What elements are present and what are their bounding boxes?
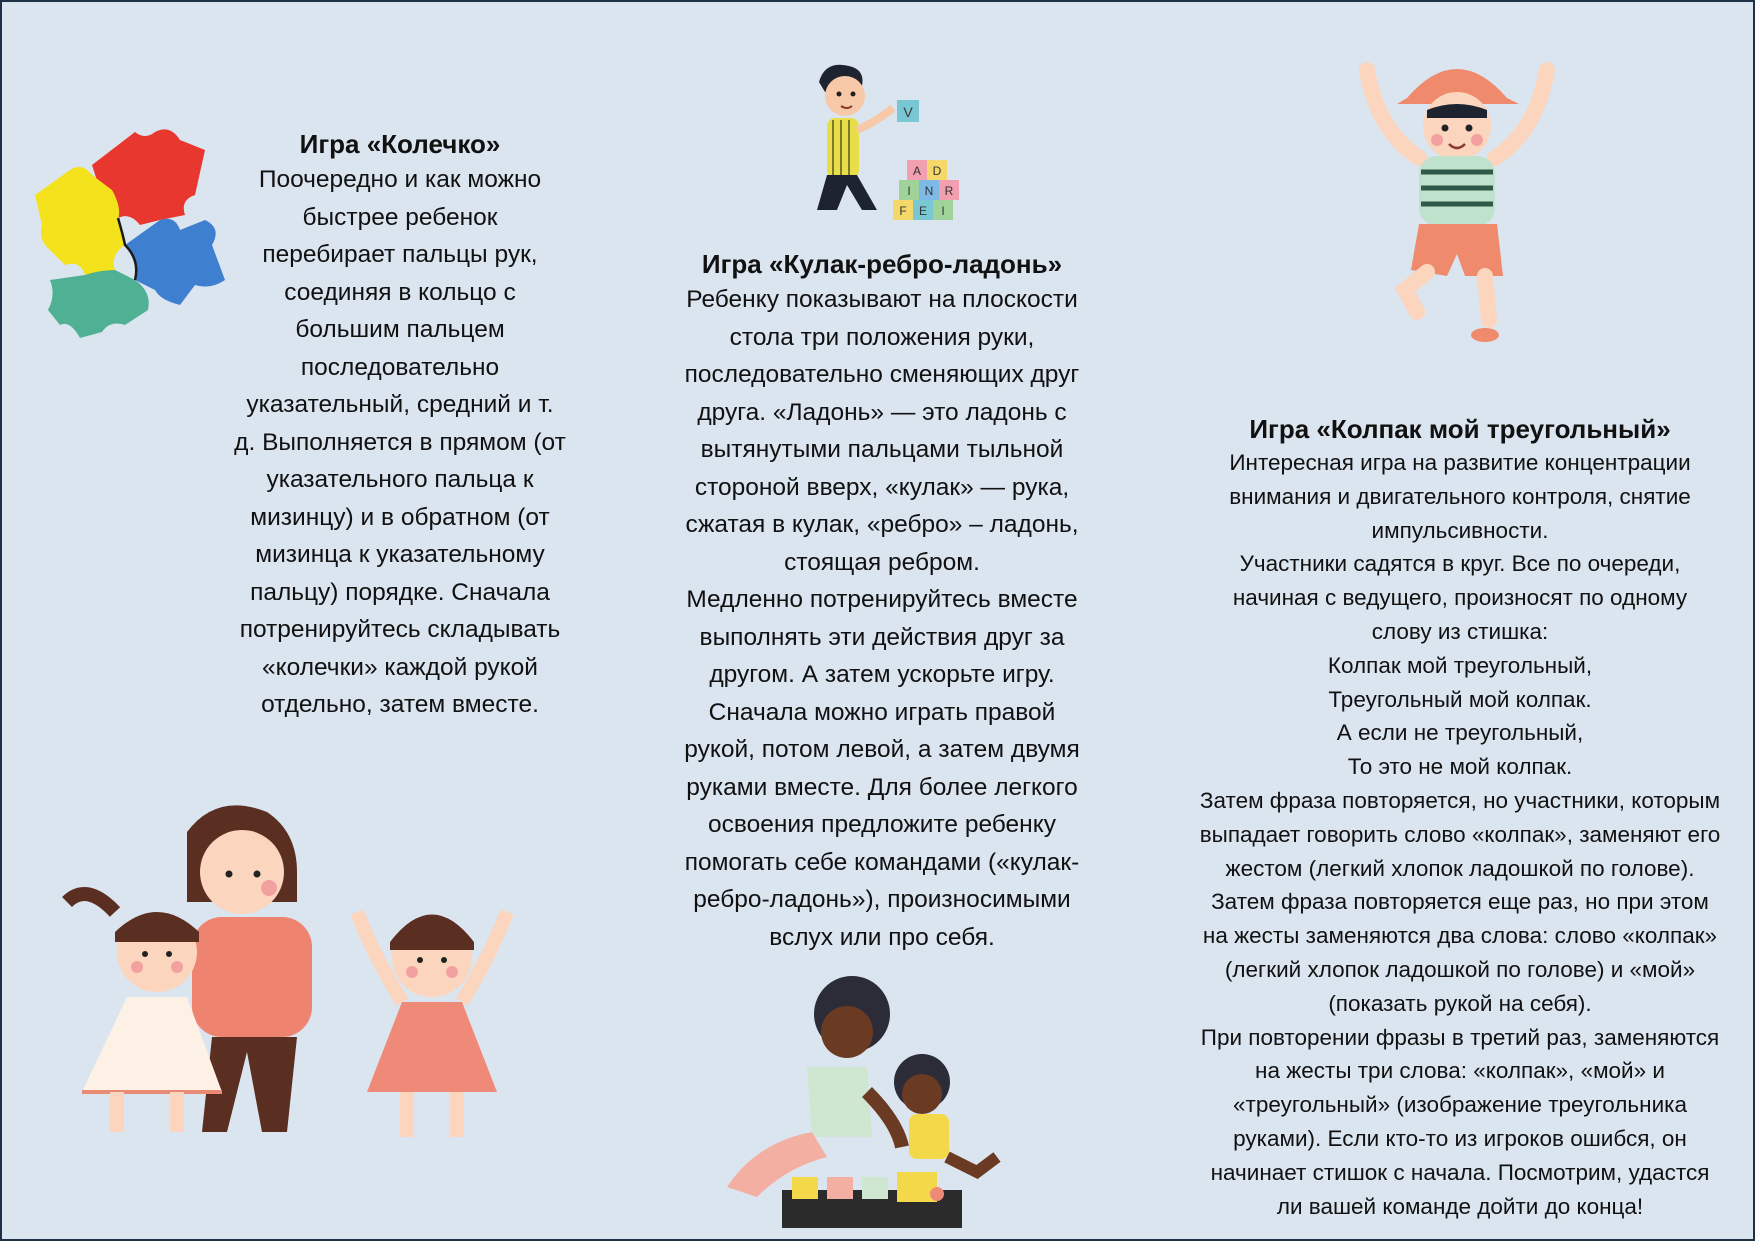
game-triangle-cap-text-line: начинает стишок с начала. Посмотрим, удастся xyxy=(1210,1159,1710,1185)
game-triangle-cap-text-line: импульсивности. xyxy=(1371,517,1549,543)
game-triangle-cap-text-line: «треугольный» (изображение треугольника xyxy=(1233,1092,1687,1118)
game-triangle-cap-text-line: слову из стишка: xyxy=(1371,618,1549,644)
game-kolechko-text-line: Поочередно и как можно xyxy=(258,166,542,193)
game-triangle-cap-text-line: начиная с ведущего, произносят по одному xyxy=(1232,585,1688,611)
puzzle-illustration xyxy=(30,120,225,340)
boy-with-blocks-illustration xyxy=(797,60,967,230)
game-triangle-cap-section xyxy=(1165,412,1755,1223)
game-fist-edge-palm-text-line: руками вместе. Для более легкого xyxy=(686,773,1078,801)
game-fist-edge-palm-text-line: освоения предложите ребенку xyxy=(708,811,1056,838)
svg-text:V: V xyxy=(903,104,913,120)
svg-text:F: F xyxy=(899,204,907,218)
game-fist-edge-palm-text-line: другом. А затем ускорьте игру. xyxy=(709,661,1055,688)
jumping-boy-illustration xyxy=(1357,40,1557,350)
game-triangle-cap-text-line: выпадает говорить слово «колпак», заменяют его xyxy=(1199,821,1721,847)
game-triangle-cap-text-line: Затем фраза повторяется, но участники, которым xyxy=(1199,787,1721,813)
girl-pink-dress xyxy=(357,912,507,1137)
game-fist-edge-palm-text-line: вытянутыми пальцами тыльной xyxy=(700,436,1064,463)
game-triangle-cap-text-line: Участники садятся в круг. Все по очереди, xyxy=(1239,551,1681,577)
game-kolechko-text-line: отдельно, затем вместе. xyxy=(261,691,539,718)
game-kolechko-section xyxy=(210,127,590,724)
game-kolechko-text-line: быстрее ребенок xyxy=(302,203,498,231)
alphabet-blocks xyxy=(893,100,959,220)
game-triangle-cap-text-line: То это не мой колпак. xyxy=(1347,754,1573,780)
game-fist-edge-palm-text-line: выполнять эти действия друг за xyxy=(699,623,1065,651)
puzzle-piece-teal xyxy=(48,270,149,338)
game-fist-edge-palm-text-line: вслух или про себя. xyxy=(769,923,995,951)
game-triangle-cap-text-line: руками). Если кто-то из игроков ошибся, он xyxy=(1233,1125,1687,1151)
game-kolechko-text-line: большим пальцем xyxy=(295,316,505,343)
game-kolechko-text-line: мизинцу) и в обратном (от xyxy=(250,503,550,531)
svg-text:D: D xyxy=(932,164,942,178)
game-fist-edge-palm-text-line: Медленно потренируйтесь вместе xyxy=(686,586,1078,613)
game-triangle-cap-text-line: Колпак мой треугольный, xyxy=(1327,652,1593,678)
game-fist-edge-palm-text-line: стоящая ребром. xyxy=(784,548,980,576)
game-kolechko-text-line: д. Выполняется в прямом (от xyxy=(234,428,566,456)
toy-blocks xyxy=(782,1172,962,1228)
game-kolechko-text-line: мизинца к указательному xyxy=(255,541,545,568)
game-fist-edge-palm-text-line: друга. «Ладонь» — это ладонь с xyxy=(697,398,1067,426)
mother-child-building-illustration xyxy=(697,972,1027,1237)
svg-text:E: E xyxy=(918,204,928,218)
game-triangle-cap-text-line: (легкий хлопок ладошкой по голове) и «мой» xyxy=(1224,956,1696,982)
game-kolechko-text-line: «колечки» каждой рукой xyxy=(261,653,538,681)
game-triangle-cap-text-line: Затем фраза повторяется еще раз, но при этом xyxy=(1211,889,1709,915)
game-fist-edge-palm-text-line: Сначала можно играть правой xyxy=(708,698,1056,726)
game-fist-edge-palm-text-line: ребро-ладонь»), произносимыми xyxy=(693,886,1071,913)
game-fist-edge-palm-text-line: Ребенку показывают на плоскости xyxy=(686,286,1078,313)
svg-text:R: R xyxy=(944,184,954,198)
game-fist-edge-palm-text-line: стола три положения руки, xyxy=(729,323,1035,351)
game-fist-edge-palm-text-line: последовательно сменяющих друг xyxy=(684,361,1080,388)
game-fist-edge-palm-text-line: сжатая в кулак, «ребро» – ладонь, xyxy=(685,511,1079,538)
svg-text:I: I xyxy=(907,184,911,198)
game-triangle-cap-text-line: Интересная игра на развитие концентрации xyxy=(1229,450,1691,475)
boy-figure xyxy=(817,65,893,210)
game-kolechko-text-line: потренируйтесь складывать xyxy=(239,616,561,643)
svg-text:A: A xyxy=(912,164,922,178)
game-kolechko-text-line: соединяя в кольцо с xyxy=(284,278,516,306)
game-fist-edge-palm-title: Игра «Кулак-ребро-ладонь» xyxy=(701,249,1063,279)
game-triangle-cap-text-line: А если не треугольный, xyxy=(1336,720,1584,746)
game-kolechko-text-line: указательного пальца к xyxy=(266,466,534,493)
game-triangle-cap-text-line: на жесты заменяются два слова: слово «колпак» xyxy=(1202,923,1718,949)
game-fist-edge-palm-section xyxy=(647,247,1117,956)
game-kolechko-text-line: пальцу) порядке. Сначала xyxy=(250,578,550,606)
game-triangle-cap-text-line: ли вашей команде дойти до конца! xyxy=(1276,1193,1644,1219)
game-kolechko-text-line: последовательно xyxy=(300,353,500,381)
game-fist-edge-palm-text-line: помогать себе командами («кулак- xyxy=(684,848,1080,876)
game-fist-edge-palm-text-line: рукой, потом левой, а затем двумя xyxy=(684,736,1080,763)
game-triangle-cap-text-line: внимания и двигательного контроля, снятие xyxy=(1229,483,1691,509)
game-triangle-cap-text-line: (показать рукой на себя). xyxy=(1328,990,1592,1016)
girls-group-illustration xyxy=(57,792,537,1162)
game-triangle-cap-text-line: Треугольный мой колпак. xyxy=(1328,686,1592,712)
svg-text:N: N xyxy=(924,184,934,198)
adult-figure xyxy=(727,976,902,1197)
game-kolechko-text-line: указательный, средний и т. xyxy=(246,391,554,418)
game-kolechko-text-line: перебирает пальцы рук, xyxy=(262,241,538,268)
game-kolechko-title: Игра «Колечко» xyxy=(299,129,501,159)
game-triangle-cap-text-line: жестом (легкий хлопок ладошкой по голове). xyxy=(1225,855,1695,881)
svg-text:I: I xyxy=(941,204,945,218)
game-triangle-cap-text-line: на жесты три слова: «колпак», «мой» и xyxy=(1255,1058,1665,1084)
game-triangle-cap-text-line: При повторении фразы в третий раз, заменяются xyxy=(1200,1024,1720,1050)
game-fist-edge-palm-text-line: стороной вверх, «кулак» — рука, xyxy=(694,473,1070,501)
game-triangle-cap-title: Игра «Колпак мой треугольный» xyxy=(1249,414,1671,444)
child-figure xyxy=(894,1054,997,1172)
